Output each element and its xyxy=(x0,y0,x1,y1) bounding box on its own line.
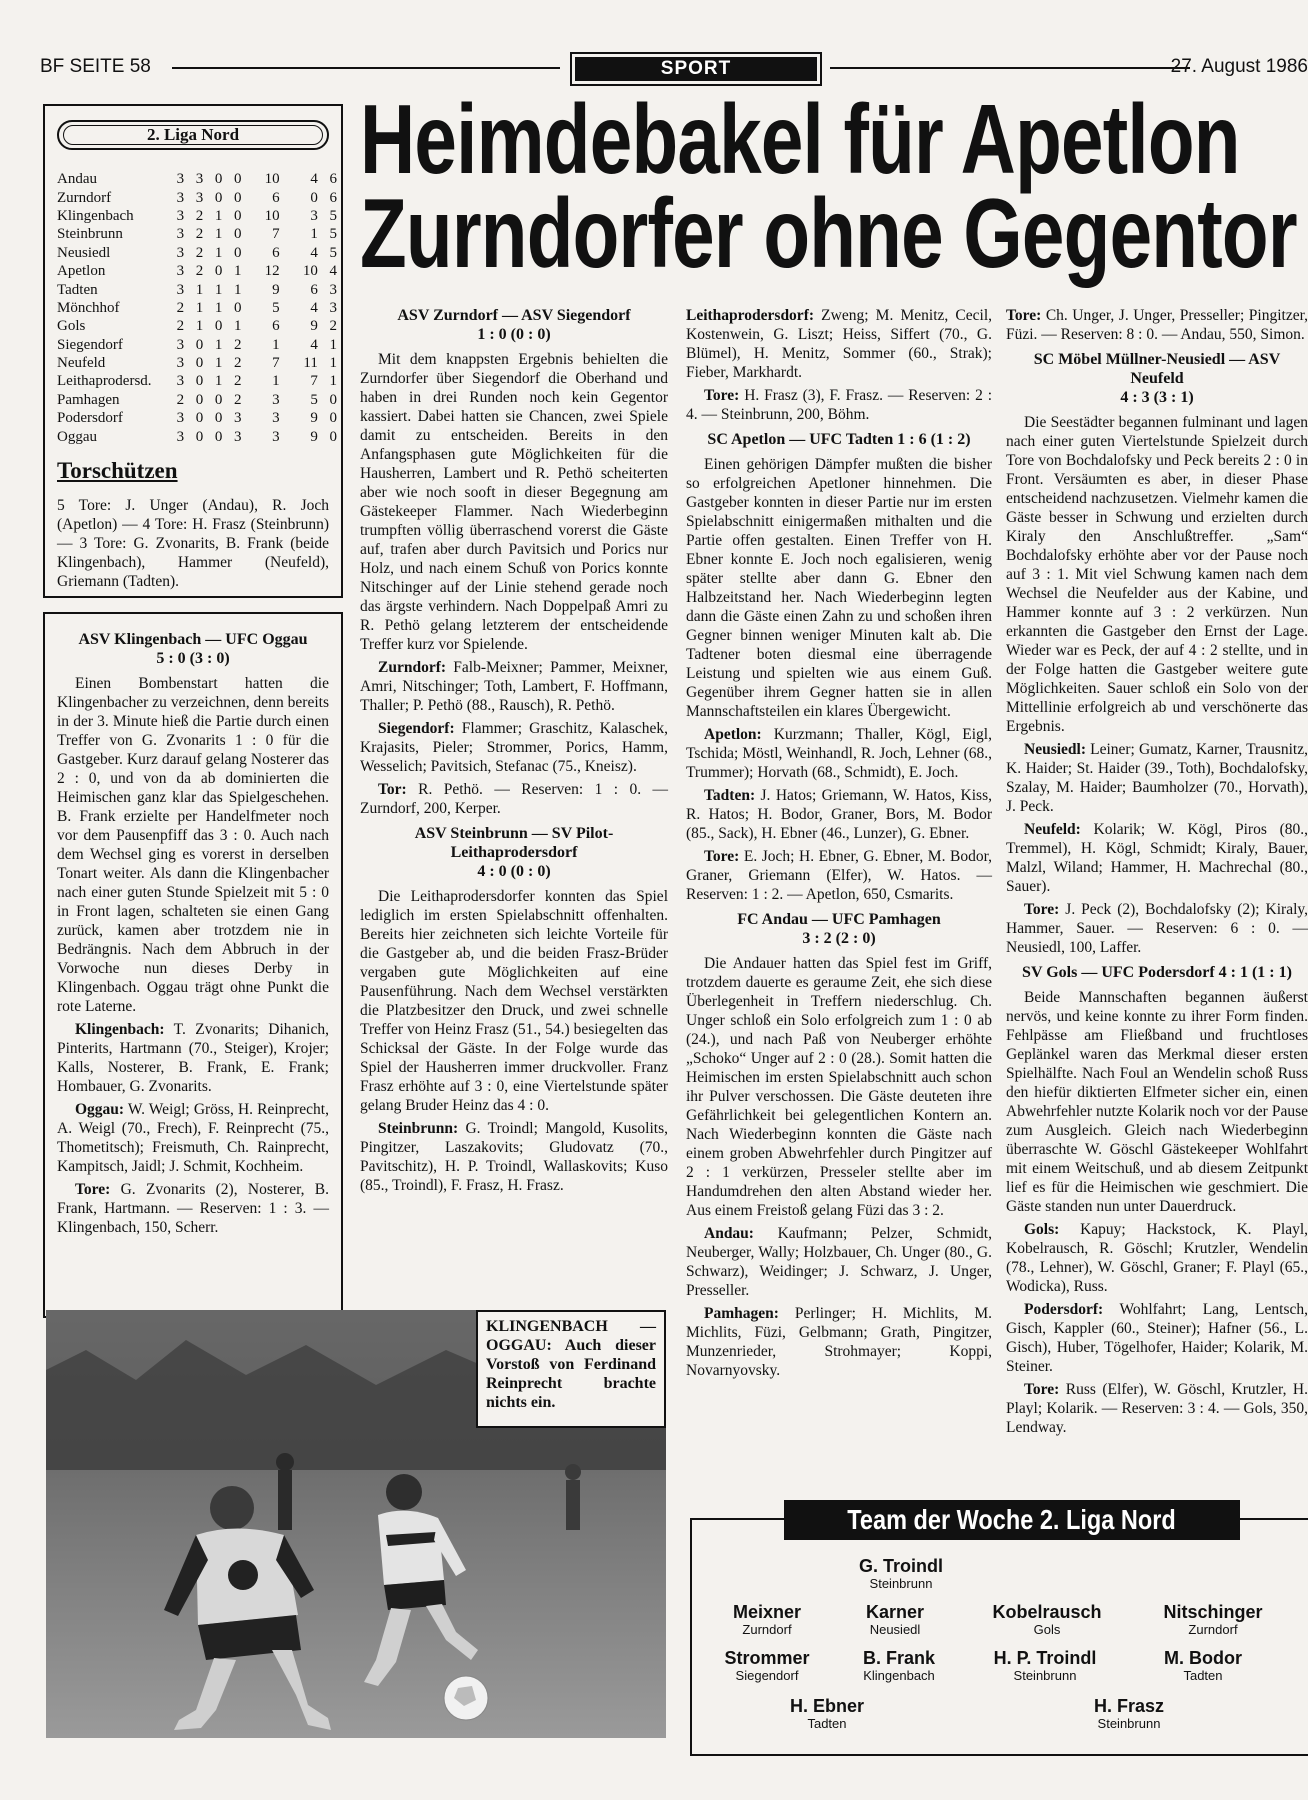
standings-value: 0 xyxy=(233,244,242,261)
standings-value: 3 xyxy=(176,410,185,427)
standings-value: 2 xyxy=(176,318,185,335)
standings-value: 0 xyxy=(329,391,337,408)
team-name: Neusiedl xyxy=(57,244,111,261)
standings-row xyxy=(57,409,337,427)
goals-gols: Tore: Russ (Elfer), W. Göschl, Krutzler, H. Playl; Kolarik. — Reserven: 3 : 4. — Gols, 350, Lendway. xyxy=(1006,1381,1308,1436)
standings-value: 0 xyxy=(214,189,223,206)
standings-value: 1 xyxy=(233,318,242,335)
lineup-siegendorf: Siegendorf: Flammer; Graschitz, Kalaschek, Krajasits, Pieler; Strommer, Porics, Hamm, Wesselich; Pavitsich, Stefanac (75., Kneisz). xyxy=(360,720,668,775)
team-name: Apetlon xyxy=(57,263,106,280)
standings-table xyxy=(57,170,337,446)
team-name: Tadten xyxy=(57,281,98,298)
standings-value: 0 xyxy=(233,207,242,224)
standings-value: 9 xyxy=(272,281,280,298)
goals-line: Tore: G. Zvonarits (2), Nosterer, B. Frank, Hartmann. — Reserven: 1 : 3. — Klingenbach, 150, Scherr. xyxy=(57,1181,330,1236)
team-name: Pamhagen xyxy=(57,391,120,408)
header-rule-left xyxy=(172,67,560,69)
standings-value: 3 xyxy=(272,391,280,408)
standings-value: 4 xyxy=(310,171,318,188)
match-title-andau: FC Andau — UFC Pamhagen 3 : 2 (2 : 0) xyxy=(737,911,941,947)
scorers-text: 5 Tore: J. Unger (Andau), R. Joch (Apetlon) — 4 Tore: H. Frasz (Steinbrunn) — 3 Tore: G. Zvonarits, B. Frank (beide Klingenbach), Hammer (Neufeld), Griemann (Tadten). xyxy=(57,497,329,590)
photo-caption: KLINGENBACH — OGGAU: Auch dieser Vorstoß von Ferdinand Reinprecht brachte nichts ein. xyxy=(476,1310,666,1428)
match-title-zurndorf: ASV Zurndorf — ASV Siegendorf 1 : 0 (0 : 0) xyxy=(397,307,631,343)
standings-value: 0 xyxy=(195,391,204,408)
standings-row xyxy=(57,225,337,243)
standings-value: 3 xyxy=(329,299,337,316)
standings-value: 6 xyxy=(272,189,280,206)
lineup-zurndorf: Zurndorf: Falb-Meixner; Pammer, Meixner, Amri, Nitschinger; Toth, Lambert, F. Hoffmann, Thaller; P. Pethö (88., Rausch), R. Pethö. xyxy=(360,659,668,714)
standings-value: 1 xyxy=(214,244,223,261)
standings-row xyxy=(57,372,337,390)
standings-value: 0 xyxy=(233,226,242,243)
standings-value: 3 xyxy=(176,244,185,261)
standings-value: 1 xyxy=(195,299,204,316)
match-title-apetlon: SC Apetlon — UFC Tadten 1 : 6 (1 : 2) xyxy=(707,431,971,448)
standings-value: 0 xyxy=(214,391,223,408)
standings-value: 2 xyxy=(195,244,204,261)
standings-value: 10 xyxy=(302,263,318,280)
column-b xyxy=(686,306,992,1380)
standings-value: 2 xyxy=(233,355,242,372)
standings-value: 1 xyxy=(310,226,318,243)
standings-value: 1 xyxy=(214,207,223,224)
lineup-away: Oggau: W. Weigl; Gröss, H. Reinprecht, A. Weigl (70., Frech), F. Reinprecht (75., Thometitsch); Freismuth, Ch. Rainprecht, Kampitsch, Jaidl; J. Schmit, Kochheim. xyxy=(57,1101,329,1175)
standings-value: 2 xyxy=(176,299,185,316)
scorers-title: Torschützen xyxy=(57,458,178,483)
lineup-gols: Gols: Kapuy; Hackstock, K. Playl, Kobelrausch, R. Göschl; Krutzler, Wendelin (78., Lehner), W. Göschl, Graner; F. Playl (65., Wodicka), Russ. xyxy=(1006,1221,1308,1295)
team-player: G. Troindl Steinbrunn xyxy=(859,1556,943,1591)
issue-date: 27. August 1986 xyxy=(1170,56,1308,77)
standings-value: 1 xyxy=(329,355,337,372)
standings-value: 7 xyxy=(272,355,280,372)
match-report-neusiedl: Die Seestädter begannen fulminant und lagen nach einer guten Viertelstunde Spielzeit durch Tore von Bochdalofsky und Peck bereits 2 : 0 in Front. Versäumten es aber, in dieser Phase entscheidend nachzusetzen. Vielmehr kamen die Gäste besser in Schwung und erzielten durch Kiraly den Anschlußtreffer. „Sam“ Bochdalofsky erhöhte aber vor der Pause noch auf 3 : 1. Mit viel Schwung kamen nach dem Wechsel die Neufelder aus der Kabine, und Hammer konnte auf 3 : 2 verkürzen. Nun erkannten die Gastgeber den Ernst der Lage. Wieder war es Peck, der auf 4 : 2 stellte, und in der Folge hatten die Gastgeber weitere gute Möglichkeiten. Sauer schloß ein Solo von der Mittellinie erfolgreich ab und verschönerte das Ergebnis. xyxy=(1006,414,1308,735)
standings-value: 3 xyxy=(272,428,280,445)
standings-value: 0 xyxy=(233,189,242,206)
standings-value: 1 xyxy=(329,336,337,353)
team-player: B. Frank Klingenbach xyxy=(862,1648,936,1683)
standings-value: 3 xyxy=(176,189,185,206)
standings-value: 2 xyxy=(233,336,242,353)
match-title-gols: SV Gols — UFC Podersdorf 4 : 1 (1 : 1) xyxy=(1022,964,1292,981)
standings-value: 5 xyxy=(310,391,318,408)
standings-row xyxy=(57,427,337,445)
standings-value: 3 xyxy=(310,207,318,224)
page-header xyxy=(40,52,1308,86)
standings-value: 0 xyxy=(310,189,318,206)
standings-value: 3 xyxy=(195,171,204,188)
headline-line-1: Heimdebakel für Apetlon xyxy=(360,84,1240,194)
standings-value: 4 xyxy=(310,336,318,353)
standings-row xyxy=(57,299,337,317)
team-player: H. Frasz Steinbrunn xyxy=(1093,1696,1165,1731)
lineup-steinbrunn: Steinbrunn: G. Troindl; Mangold, Kusolits, Pingitzer, Laszakovits; Gludovatz (70., Pavitschitz), H. P. Troindl, Wallaskovits; Kuso (85., Troindl), F. Frasz, H. Frasz. xyxy=(360,1120,668,1194)
standings-value: 2 xyxy=(329,318,337,335)
match-report-gols: Beide Mannschaften begannen äußerst nervös, und keine konnte zu ihrer Form finden. Fehlpässe am Fließband und fruchtloses Geplänkel waren das Merkmal dieser ersten Spielhälfte. Nach Foul an Wendelin schoß Russ den hiefür diktierten Elfmeter sicher ein, einen Abwehrfehler nutzte Kolarik noch vor der Pause zum Ausgleich. Gleich nach Wiederbeginn überraschte W. Göschl Gästekeeper Wohlfahrt mit einem Weitschuß, und ab diesem Zeitpunkt lief es für die Heimischen wie geschmiert. Die Gäste standen nun unter Dauerdruck. xyxy=(1006,989,1308,1215)
standings-row xyxy=(57,188,337,206)
standings-row xyxy=(57,336,337,354)
team-name: Podersdorf xyxy=(57,410,123,427)
standings-value: 1 xyxy=(214,336,223,353)
lineup-pamhagen: Pamhagen: Perlinger; H. Michlits, M. Michlits, Füzi, Gelbmann; Grath, Pingitzer, Munzenrieder, Strohmayer; Koppi, Novarnyovsky. xyxy=(686,1305,992,1379)
lineup-neufeld: Neufeld: Kolarik; W. Kögl, Piros (80., Tremmel), H. Kögl, Schmidt; Kiraly, Bauer, Malzl, Wiland; Hammer, H. Machrechal (80., Sauer). xyxy=(1006,821,1308,895)
team-player: Meixner Zurndorf xyxy=(732,1602,802,1637)
standings-value: 11 xyxy=(303,355,318,372)
standings-value: 7 xyxy=(310,373,318,390)
standings-value: 3 xyxy=(176,336,185,353)
team-name: Oggau xyxy=(57,428,97,445)
column-c xyxy=(1006,306,1308,1437)
match-title: ASV Klingenbach — UFC Oggau 5 : 0 (3 : 0) xyxy=(78,631,308,667)
match-report-steinbrunn: Die Leithaprodersdorfer konnten das Spiel lediglich im ersten Spielabschnitt offenhalten. Bereits hier zeichneten sich leichte Vorteile für die Gastgeber ab, und die beiden Frasz-Brüder vergaben gute Möglichkeiten auf eine Pausenführung. Nach dem Wechsel verstärkten die Platzbesitzer den Druck, und zwei schnelle Treffer von Heinz Frasz (51., 54.) besiegelten das Schicksal der Gäste. In der Folge wurde das Spiel der Hausherren immer druckvoller. Franz Frasz erhöhte auf 3 : 0, eine Viertelstunde später gelang Bruder Heinz das 4 : 0. xyxy=(360,888,668,1114)
standings-value: 6 xyxy=(272,318,280,335)
standings-value: 7 xyxy=(272,226,280,243)
standings-row xyxy=(57,262,337,280)
standings-value: 1 xyxy=(272,373,280,390)
standings-value: 2 xyxy=(195,226,204,243)
standings-value: 2 xyxy=(195,207,204,224)
standings-row xyxy=(57,244,337,262)
match-report-zurndorf: Mit dem knappsten Ergebnis behielten die Zurndorfer über Siegendorf die Oberhand und haben in drei Runden noch kein Gegentor kassiert. Dabei hatten sie Chancen, zwei Spiele damit zu entscheiden. Bereits in den Anfangsphasen gute Möglichkeiten für die Hausherren, Lambert und R. Pethö scheiterten aber wie noch sooft in dieser Begegnung am Gästekeeper Flammer. Nach Wiederbeginn trumpften völlig überraschend vorerst die Gäste auf, trafen aber durch Pavitsich und Porics nur Holz, und nach einem Schuß von Porics konnte Nitschinger auf der Linie stehend gerade noch das ärgste verhindern. Nach Doppelpaß Amri zu R. Pethö gelang letzterem der entscheidende Treffer kurz vor Spielende. xyxy=(360,351,668,653)
league-title: 2. Liga Nord xyxy=(63,125,323,145)
standings-row xyxy=(57,354,337,372)
standings-row xyxy=(57,170,337,188)
standings-value: 0 xyxy=(195,410,204,427)
league-table-box xyxy=(43,104,343,598)
team-player: Kobelrausch Gols xyxy=(992,1602,1102,1637)
standings-value: 0 xyxy=(329,410,337,427)
standings-value: 2 xyxy=(233,373,242,390)
standings-value: 1 xyxy=(214,373,223,390)
standings-value: 5 xyxy=(272,299,280,316)
team-player: Nitschinger Zurndorf xyxy=(1163,1602,1263,1637)
team-player: Strommer Siegendorf xyxy=(724,1648,810,1683)
lineup-leithaprodersdorf: Leithaprodersdorf: Zweng; M. Menitz, Cecil, Kostenwein, G. Liszt; Heiss, Siffert (70., G. Blümel), H. Menitz, Sommer (60., Strak); Fieber, Markhardt. xyxy=(686,307,992,381)
lineup-podersdorf: Podersdorf: Wohlfahrt; Lang, Lentsch, Gisch, Kappler (60., Steiner); Hafner (56., L. Gisch), Huber, Tögelhofer, Haider; Kolarik, M. Steiner. xyxy=(1006,1301,1308,1375)
match-report-andau: Die Andauer hatten das Spiel fest im Griff, trotzdem dauerte es geraume Zeit, ehe sich diese Überlegenheit in Treffern niederschlug. Ch. Unger schloß ein Solo erfolgreich zum 1 : 0 ab (24.), und nach Paß von Neuberger erhöhte „Schoko“ Unger auf 2 : 0 (28.). Somit hatten die Heimischen im ersten Spielabschnitt auch schon ihr Pulver verschossen. Die Gäste deuteten ihre Gefährlichkeit bei gelegentlichen Kontern an. Nach Wiederbeginn konnten die Gäste nach einem groben Abwehrfehler durch Pingitzer auf 2 : 1 verkürzen, Presseler stellte aber im Handumdrehen den alten Abstand wieder her. Aus einem Freistoß gelang Füzi das 3 : 2. xyxy=(686,955,992,1219)
header-rule-right xyxy=(830,67,1190,69)
team-name: Steinbrunn xyxy=(57,226,123,243)
standings-row xyxy=(57,207,337,225)
standings-value: 2 xyxy=(233,391,242,408)
standings-value: 4 xyxy=(310,299,318,316)
standings-value: 3 xyxy=(176,207,185,224)
standings-value: 0 xyxy=(195,428,204,445)
standings-value: 3 xyxy=(272,410,280,427)
standings-value: 3 xyxy=(176,171,185,188)
standings-value: 3 xyxy=(176,373,185,390)
standings-value: 2 xyxy=(176,391,185,408)
lineup-neusiedl: Neusiedl: Leiner; Gumatz, Karner, Trausnitz, K. Haider; St. Haider (39., Toth), Bochdalofsky, Szalay, M. Haider; Baumholzer (70., Horvath), J. Peck. xyxy=(1006,741,1308,815)
standings-value: 4 xyxy=(310,244,318,261)
standings-value: 5 xyxy=(329,226,337,243)
standings-value: 0 xyxy=(214,318,223,335)
standings-value: 3 xyxy=(233,410,242,427)
team-name: Neufeld xyxy=(57,355,106,372)
league-title-frame xyxy=(57,120,329,150)
standings-value: 0 xyxy=(214,410,223,427)
standings-row xyxy=(57,391,337,409)
standings-value: 9 xyxy=(310,318,318,335)
lineup-andau: Andau: Kaufmann; Pelzer, Schmidt, Neuberger, Wally; Holzbauer, Ch. Unger (80., G. Schwarz), Weidinger; J. Schwarz, J. Unger, Presseller. xyxy=(686,1225,992,1299)
standings-value: 4 xyxy=(329,263,337,280)
match-title-steinbrunn: ASV Steinbrunn — SV Pilot-Leithaprodersdorf 4 : 0 (0 : 0) xyxy=(414,825,614,880)
standings-value: 12 xyxy=(264,263,280,280)
match-title-neusiedl: SC Möbel Müllner-Neusiedl — ASV Neufeld 4 : 3 (3 : 1) xyxy=(1033,351,1281,406)
standings-value: 10 xyxy=(264,171,280,188)
team-name: Andau xyxy=(57,171,97,188)
section-label-box xyxy=(570,52,822,86)
standings-value: 1 xyxy=(329,373,337,390)
lineup-home: Klingenbach: T. Zvonarits; Dihanich, Pinterits, Hartmann (70., Steiger), Krojer; Kalls, Nosterer, B. Frank, E. Frank; Hombauer, G. Zvonarits. xyxy=(57,1021,329,1095)
standings-row xyxy=(57,317,337,335)
standings-value: 5 xyxy=(329,244,337,261)
standings-value: 3 xyxy=(176,281,185,298)
team-player: M. Bodor Tadten xyxy=(1164,1648,1242,1683)
page-number: BF SEITE 58 xyxy=(40,56,151,77)
standings-value: 9 xyxy=(310,410,318,427)
standings-value: 3 xyxy=(195,189,204,206)
standings-value: 1 xyxy=(214,281,223,298)
match-report: Einen Bombenstart hatten die Klingenbacher zu verzeichnen, denn bereits in der 3. Minute hieß die Partie durch einen Treffer von G. Zvonarits 1 : 0 für die Gastgeber. Kurz darauf gelang Nosterer das 2 : 0, und von da ab dominierten die Heimischen ganz klar das Spielgeschehen. B. Frank erzielte per Handelfmeter noch vor dem Pausenpfiff das 3 : 0. Auch nach dem Wechsel ging es vorerst in derselben Tonart weiter. Als dann die Klingenbacher nach einer guten Stunde Spielzeit mit 5 : 0 in Front lagen, schalteten sie einen Gang zurück, kamen aber trotzdem nie in Bedrängnis. Nach dem Abbruch in der Vorwoche nun dieses Derby in Klingenbach. Oggau trägt ohne Punkt die rote Laterne. xyxy=(57,675,329,1015)
team-name: Siegendorf xyxy=(57,336,123,353)
article-klingenbach-oggau xyxy=(43,612,343,1318)
team-player: Karner Neusiedl xyxy=(865,1602,925,1637)
standings-value: 3 xyxy=(176,428,185,445)
team-name: Leithaprodersd. xyxy=(57,373,152,390)
goals-steinbrunn: Tore: H. Frasz (3), F. Frasz. — Reserven: 2 : 4. — Steinbrunn, 200, Böhm. xyxy=(686,387,992,423)
standings-value: 1 xyxy=(272,336,280,353)
match-report-apetlon: Einen gehörigen Dämpfer mußten die bisher so erfolgreichen Apetloner hinnehmen. Die Gastgeber konnten in dieser Partie nur im ersten Spielabschnitt einigermaßen mithalten und die Partie offen gestalten. Einen Treffer von H. Ebner konnte E. Joch noch egalisieren, wenig später stellte aber dann G. Ebner den Halbzeitstand her. Nach Wiederbeginn legten dann die Gäste einen Zahn zu und schoßen ihren Gegner binnen weniger Minuten kalt ab. Die Tadtener boten diesmal eine überragende Leistung und spielten wie aus einem Guß. Gegenüber ihrem Gegner hatten sie in allen Mannschaftsteilen ein klares Übergewicht. xyxy=(686,456,992,720)
standings-value: 0 xyxy=(233,171,242,188)
team-player: H. Ebner Tadten xyxy=(789,1696,864,1731)
goals-neusiedl: Tore: J. Peck (2), Bochdalofsky (2); Kiraly, Hammer, Sauer. — Reserven: 6 : 0. — Neusiedl, 100, Laffer. xyxy=(1006,901,1308,956)
team-name: Gols xyxy=(57,318,86,335)
standings-value: 0 xyxy=(195,355,204,372)
team-name: Zurndorf xyxy=(57,189,112,206)
headline xyxy=(360,84,1297,288)
team-name: Klingenbach xyxy=(57,207,134,224)
team-player: H. P. Troindl Steinbrunn xyxy=(993,1648,1097,1683)
standings-value: 1 xyxy=(195,281,204,298)
headline-line-2: Zurndorfer ohne Gegentor xyxy=(360,178,1297,288)
standings-value: 3 xyxy=(176,263,185,280)
standings-value: 6 xyxy=(272,244,280,261)
standings-value: 1 xyxy=(233,281,242,298)
standings-value: 6 xyxy=(329,189,337,206)
standings-value: 3 xyxy=(329,281,337,298)
standings-value: 0 xyxy=(195,336,204,353)
standings-value: 3 xyxy=(233,428,242,445)
standings-value: 3 xyxy=(176,355,185,372)
standings-value: 9 xyxy=(310,428,318,445)
standings-value: 2 xyxy=(195,263,204,280)
standings-value: 10 xyxy=(264,207,280,224)
standings-value: 6 xyxy=(329,171,337,188)
standings-value: 0 xyxy=(214,428,223,445)
lineup-apetlon: Apetlon: Kurzmann; Thaller, Kögl, Eigl, Tschida; Möstl, Weinhandl, R. Joch, Lehner (68., Trummer); Horvath (68., Schmidt), E. Joch. xyxy=(686,726,992,781)
team-title: Team der Woche 2. Liga Nord xyxy=(784,1500,1240,1540)
standings-value: 1 xyxy=(233,263,242,280)
standings-value: 1 xyxy=(214,299,223,316)
column-a xyxy=(360,306,668,1195)
goals-apetlon: Tore: E. Joch; H. Ebner, G. Ebner, M. Bodor, Graner, Griemann (Elfer), W. Hatos. — Reserven: 1 : 2. — Apetlon, 650, Csmarits. xyxy=(686,848,993,903)
standings-value: 5 xyxy=(329,207,337,224)
standings-value: 1 xyxy=(214,355,223,372)
standings-value: 3 xyxy=(176,226,185,243)
standings-value: 0 xyxy=(233,299,242,316)
standings-row xyxy=(57,280,337,298)
standings-value: 1 xyxy=(214,226,223,243)
standings-value: 1 xyxy=(195,318,204,335)
standings-value: 0 xyxy=(214,171,223,188)
section-label: SPORT xyxy=(575,57,817,81)
standings-value: 0 xyxy=(195,373,204,390)
lineup-tadten: Tadten: J. Hatos; Griemann, W. Hatos, Kiss, R. Hatos; H. Bodor, Graner, Bors, M. Bodor (85., Sack), H. Ebner (46., Lunzer), G. Ebner. xyxy=(686,787,992,842)
team-of-the-week xyxy=(690,1504,1308,1756)
team-name: Mönchhof xyxy=(57,299,120,316)
standings-value: 0 xyxy=(329,428,337,445)
standings-value: 0 xyxy=(214,263,223,280)
goals-zurndorf: Tor: R. Pethö. — Reserven: 1 : 0. — Zurndorf, 200, Kerper. xyxy=(360,781,668,817)
goals-andau: Tore: Ch. Unger, J. Unger, Presseller; Pingitzer, Füzi. — Reserven: 8 : 0. — Andau, 550, Simon. xyxy=(1006,307,1308,343)
standings-value: 6 xyxy=(310,281,318,298)
